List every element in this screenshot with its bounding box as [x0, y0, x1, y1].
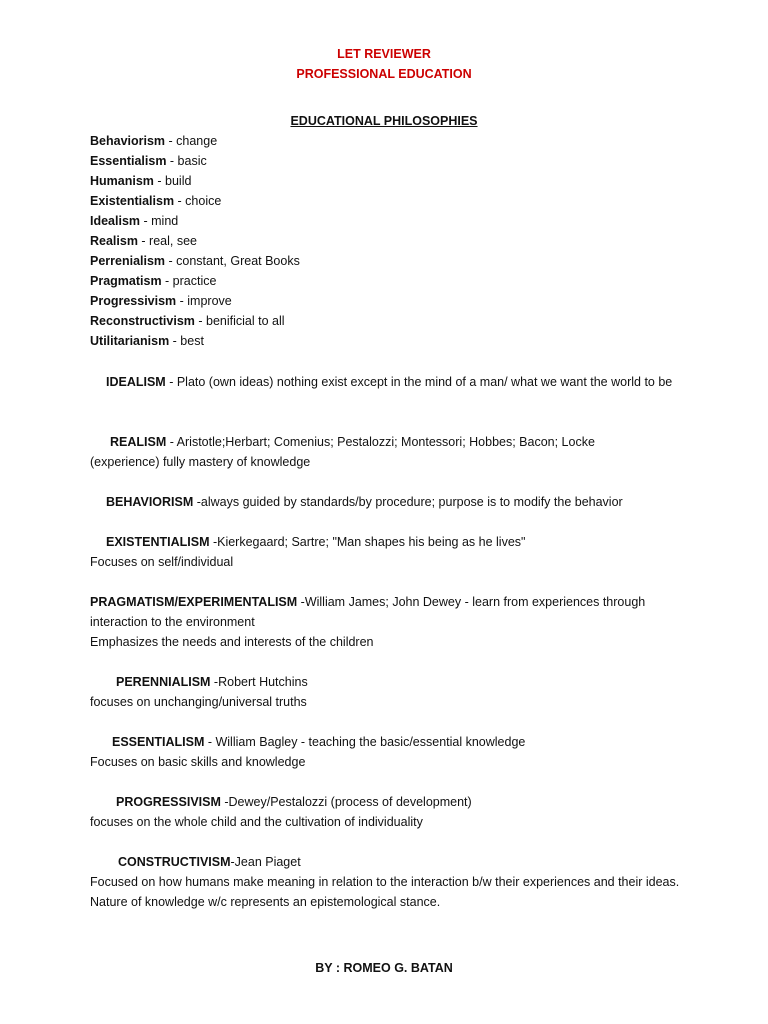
entry-existentialism: EXISTENTIALISM -Kierkegaard; Sartre; "Man shapes his being as he lives" Focuses on self/individual — [90, 535, 526, 569]
list-item: Idealism - mind — [90, 214, 179, 228]
entry-constructivism: CONSTRUCTIVISM-Jean Piaget Focused on how humans make meaning in relation to the interaction b/w their experiences and their ideas. Nature of knowledge w/c represents an epistemological stance. — [90, 855, 680, 909]
entry-pragmatism: PRAGMATISM/EXPERIMENTALISM -William James; John Dewey - learn from experiences through interaction to the environment Emphasizes the needs and interests of the children — [90, 595, 646, 649]
list-item: Humanism - build — [90, 174, 192, 188]
list-item: Realism - real, see — [90, 234, 198, 248]
entry-idealism: IDEALISM - Plato (own ideas) nothing exist except in the mind of a man/ what we want the world to be — [106, 375, 673, 389]
header-line-1: LET REVIEWER — [337, 47, 431, 61]
entry-progressivism: PROGRESSIVISM -Dewey/Pestalozzi (process of development) focuses on the whole child and the cultivation of individuality — [90, 795, 472, 829]
header-line-2: PROFESSIONAL EDUCATION — [296, 67, 472, 81]
footer-author: BY : ROMEO G. BATAN — [315, 961, 453, 975]
list-item: Utilitarianism - best — [90, 334, 204, 348]
entry-essentialism: ESSENTIALISM - William Bagley - teaching the basic/essential knowledge Focuses on basic skills and knowledge — [90, 735, 526, 769]
section-title: EDUCATIONAL PHILOSOPHIES — [290, 114, 478, 128]
list-item: Perrenialism - constant, Great Books — [90, 254, 300, 268]
list-item: Essentialism - basic — [90, 154, 207, 168]
list-item: Pragmatism - practice — [90, 274, 217, 288]
list-item: Behaviorism - change — [90, 134, 218, 148]
entry-perennialism: PERENNIALISM -Robert Hutchins focuses on unchanging/universal truths — [90, 675, 308, 709]
list-item: Existentialism - choice — [90, 194, 222, 208]
entry-behaviorism: BEHAVIORISM -always guided by standards/by procedure; purpose is to modify the behavior — [106, 495, 623, 509]
list-item: Progressivism - improve — [90, 294, 232, 308]
list-item: Reconstructivism - benificial to all — [90, 314, 285, 328]
entry-realism: REALISM - Aristotle;Herbart; Comenius; Pestalozzi; Montessori; Hobbes; Bacon; Locke (experience) fully mastery of knowledge — [90, 435, 595, 469]
